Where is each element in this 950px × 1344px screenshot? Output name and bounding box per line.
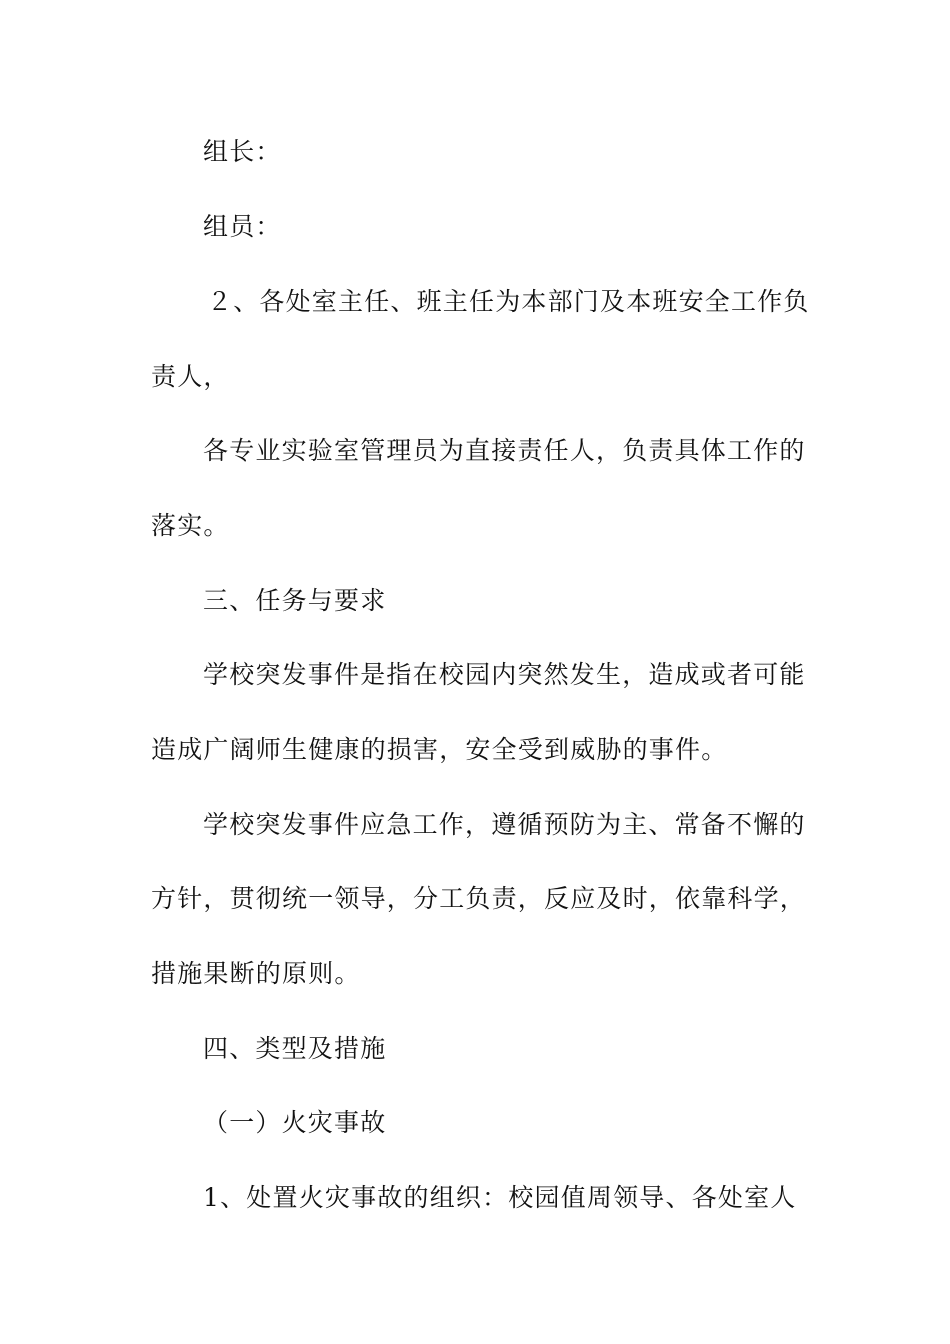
section-heading-types: 四、类型及措施	[203, 1034, 387, 1063]
text-line-item-2: ２、各处室主任、班主任为本部门及本班安全工作负	[207, 287, 810, 316]
text-line-principles: 学校突发事件应急工作，遵循预防为主、常备不懈的	[203, 810, 806, 839]
section-heading-tasks: 三、任务与要求	[203, 586, 387, 615]
text-line-lab-managers: 各专业实验室管理员为直接责任人，负责具体工作的	[203, 436, 806, 465]
text-line-item-2-cont: 责人，	[151, 362, 230, 391]
text-line-fire-organization: 1、处置火灾事故的组织：校园值周领导、各处室人	[203, 1183, 797, 1212]
subsection-heading-fire: （一）火灾事故	[203, 1108, 387, 1137]
text-line-principles-cont1: 方针，贯彻统一领导，分工负责，反应及时，依靠科学，	[151, 884, 807, 913]
text-line-team-leader: 组长：	[203, 137, 282, 166]
text-line-team-members: 组员：	[203, 212, 282, 241]
text-line-definition-cont: 造成广阔师生健康的损害，安全受到威胁的事件。	[151, 735, 728, 764]
text-line-principles-cont2: 措施果断的原则。	[151, 959, 361, 988]
text-line-definition: 学校突发事件是指在校园内突然发生，造成或者可能	[203, 660, 806, 689]
text-line-lab-managers-cont: 落实。	[151, 511, 230, 540]
